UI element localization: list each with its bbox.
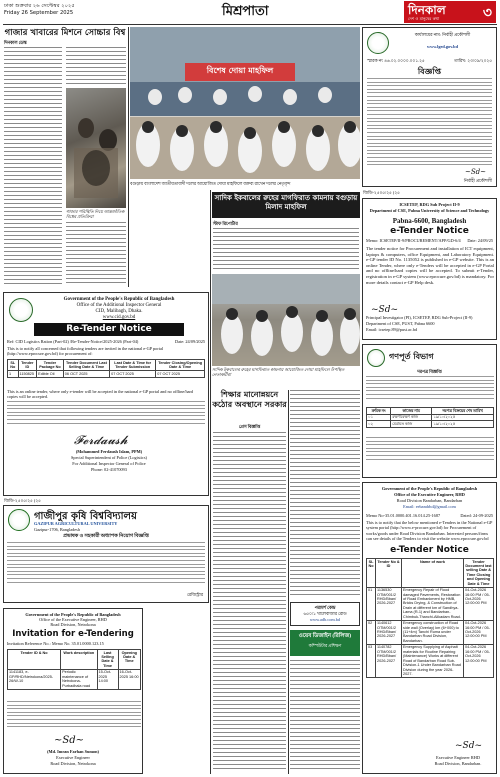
cell: 03 (367, 644, 376, 677)
cid-phone: Phone: 02-41070093 (91, 467, 127, 472)
cell: 1150825 (18, 371, 37, 378)
govt-seal-icon (367, 32, 389, 54)
header-divider (3, 24, 497, 25)
bb-date: Dated: 24-09-2025 (460, 513, 493, 518)
cell: 16-Oct-2025 16:00 (118, 669, 140, 689)
col-work: Work description (61, 650, 97, 670)
story1-headline: গাজার খাবারের মিশনে সোচ্চার বিশ্ব (4, 28, 126, 38)
table-row (367, 414, 494, 421)
bb-gov: Government of the People's Republic of Bangladesh (381, 486, 478, 491)
cell: 01 (367, 587, 376, 620)
rhd-addr: Road Division, Netrokona (50, 622, 96, 627)
cid-extra-text (7, 401, 205, 431)
story1-body-right (66, 47, 126, 87)
bb-table (366, 558, 494, 678)
cid-sign-title: Special Superintendent of Police (Logistics) (71, 455, 147, 460)
section-title: মিশ্রপাতা (222, 4, 269, 19)
table-header-row (367, 559, 494, 588)
gazipur-notice (3, 505, 209, 603)
rhd-table (7, 649, 141, 690)
col-open: Opening Date & Time (118, 650, 140, 670)
rhd-sign-office: Road Division, Netrokona (50, 761, 96, 766)
cell: 15-Oct-2025 14:00 (97, 669, 118, 689)
story-edu-headline: শিক্ষার মানোন্নয়নে কঠোর অবস্থানে সরকার (212, 390, 287, 409)
rhd-title: Invitation for e-Tendering (12, 629, 134, 639)
gazipur-name-bn: গাজীপুর কৃষি বিশ্ববিদ্যালয় (34, 511, 137, 522)
col-sl: ক্রমিক নং (367, 408, 391, 415)
icsetep-body: The tender notice for Procurement and installation of ICT equipment, laptops & computers, office Equipment, and Laboratory Equipment. e-GP tender ID No. 1135052 is published in e-GP website. This is an online Tender, where only e-Tenders will be accepted in e-GP Portal and no offline/hard copies will be accepted. To submit e-Tender, registration in e-GP system (www.eprocure.gov.bd) is mandatory. For more details contact e-GP Help desk. (366, 246, 494, 285)
cid-gd-ref: জিডি-২৫০৫/২৫ (২৫ (4, 498, 41, 503)
pubdept-title: গণপূর্ত বিভাগ (389, 352, 434, 361)
col-opening: Tender Closing/Opening Date & Time (156, 360, 205, 371)
cell: Emergency construction of Road side wall (Overlay) km (6+000) to (11+4m) Tanchi Ruma under Bandarban Road Division, Bandarban. (402, 620, 464, 644)
bb-memo: Memo No-35.01.0000.401.16.014.25-1687 (366, 513, 441, 518)
cid-date: Date: 24/09/2025 (175, 339, 205, 344)
masthead (404, 1, 496, 23)
col-sell: Last Selling Date & Time (97, 650, 118, 670)
notice-sign-title: নির্বাহী প্রকৌশলী (463, 178, 492, 183)
cid-gov: Government of the People's Republic of Bangladesh (63, 297, 175, 302)
cell: ০১ (367, 414, 391, 421)
rhd-sign-title: Executive Engineer (56, 755, 90, 760)
photo-caption: বগুড়ায় বাংলাদেশ জাতীয়তাবাদী দলের আয়োজিত দোয়া মাহফিলে বক্তব্য রাখেন দলের নেতৃবৃন্দ (130, 181, 291, 186)
rhd-gov: Government of the People's Republic of Bangladesh (25, 612, 121, 617)
pubdept-table (366, 407, 494, 428)
ad-green-title: ওয়েব ডিজাইন (রিলিজ) (298, 633, 352, 639)
icsetep-dept: Department of CSE, Pabna University of Science and Technology (369, 208, 490, 213)
story1-body-left (4, 47, 62, 290)
cid-notice (3, 292, 209, 496)
cid-title: Re-Tender Notice (34, 323, 184, 336)
icsetep-sign-dept: Department of CSE, PUST, Pabna 6600 (366, 321, 435, 326)
rhd-bandarban-notice (362, 482, 497, 774)
cid-office: Office of the Additional Inspector General (76, 303, 162, 308)
cell: ০২ (367, 421, 391, 428)
notice-signature: ~Sd~ (464, 168, 486, 176)
icsetep-sign-title: Principal Investigator (PI), ICSETEP, RDG Sub-Project (II-9) (366, 315, 473, 320)
col-package: Tender Package No (37, 360, 64, 371)
pubdept-seal-icon (367, 349, 385, 367)
cid-tender-table (7, 359, 205, 378)
date-bangla: ঢাকা শুক্রবার ২৬ সেপ্টেম্বর ২০২৫ (4, 3, 75, 9)
cell: ১৯/১০/২০২৫ (432, 414, 494, 421)
header-date (4, 3, 75, 16)
story1-photo (66, 88, 126, 208)
page-number: ৩ (482, 5, 492, 21)
cell: Emergency Supplying of Asphalt materials for Routine Repairing (Maintenance) Works at different Road of Bandarban Road Sub-Division-1 Under Bandarban Road Division during the year 2026-2027. (402, 644, 464, 677)
rhd-body (7, 701, 141, 731)
bb-addr: Road Division Bandarban, Bandarban (396, 498, 463, 503)
story1-caption: গাজার পরিস্থিতি নিয়ে আন্তর্জাতিক বিশ্বের প্রতিক্রিয়া (66, 209, 125, 220)
column-divider (288, 390, 289, 774)
icsetep-notice (362, 198, 497, 340)
rhd-netrokona-notice (3, 608, 143, 774)
column-divider (210, 190, 211, 774)
story-mid-byline: স্টাফ রিপোর্টার (213, 221, 238, 226)
bb-signature: ~Sd~ (454, 741, 482, 751)
col-tender-id: Tender ID (18, 360, 37, 371)
notice-body (367, 78, 492, 168)
cell: 04-Oct-2026 16:00 PM / 05-Oct-2026 12:00:00 PM (464, 587, 494, 620)
pubdept-intro (366, 376, 494, 406)
pubdept-notice (362, 344, 497, 478)
ad-small (290, 602, 360, 626)
table-row (367, 421, 494, 428)
cid-ref: Ref: CID Logistics Ration (Part-02) /Re-Tender-Notice/2025-2026 (Part-04) (7, 339, 139, 344)
cell: 1140612 OTM/001/2 RHD/Bban/ 2026-2027 (376, 620, 402, 644)
cell: মেরামত কাজ (391, 421, 432, 428)
event-photo (130, 27, 360, 179)
cid-intro: This is to notify all concerned that following tenders are invited in the national e-GP portal (http://www.eprocure.gov.bd) for procurement of: (7, 346, 164, 357)
cell: 1 (8, 371, 19, 378)
cell: 1136530 OTM/001/2 RHD/Bban/ 2026-2027 (376, 587, 402, 620)
ad-green (290, 630, 360, 656)
cid-signature: 𝓕𝓮𝓻𝓭𝓪𝓾𝓼𝓱 (74, 433, 128, 447)
university-logo-icon (8, 509, 30, 531)
cell: 1141183, e-GP/RHD/Netrokona/2025-26/W-10 (8, 669, 61, 689)
table-header-row (8, 650, 141, 670)
cell: 06 OCT 2025 (63, 371, 109, 378)
cid-sign-name: (Mohammed Ferdaush Islam, PPM) (75, 449, 143, 454)
notice-ref: স্মারক নং ৪৬.০২.০০০০.০০১.২৫ (367, 58, 425, 63)
col-submission: Last Date & Time for Tender Submission (110, 360, 156, 371)
table-row (367, 644, 494, 677)
col-date: দরপত্র বিক্রয়ের শেষ তারিখ (432, 408, 494, 415)
gazipur-address: Gazipur-1706, Bangladesh (34, 527, 80, 532)
story-mid-photo (212, 274, 360, 366)
col-id: Tender ID & No (8, 650, 61, 670)
table-header-row (8, 360, 205, 371)
masthead-name: দিনকাল (408, 3, 446, 17)
icsetep-email: Email: icsetep.89@pust.ac.bd (366, 327, 418, 332)
notice-top (362, 27, 497, 187)
story1-byline: দিনকাল ডেস্ক (4, 40, 27, 45)
cid-footer-text: This is an online tender, where only e-tender will be accepted in the national e-GP portal and no offline/hard copies will be accepted. (7, 389, 194, 400)
cell: 1140782 OTM/001/2 RHD/Bban/ 2026-2027 (376, 644, 402, 677)
cid-dept: CID, Malibagh, Dhaka. (95, 309, 143, 314)
story-edu-byline: প্রেস বিজ্ঞপ্তি (238, 424, 261, 429)
date-english: Friday 26 September 2025 (4, 9, 74, 16)
rhd-sign-name: (Md. Imran Farhan Sumon) (47, 749, 99, 754)
ad-small-title: পরামর্শ কেন্দ্র (314, 605, 336, 610)
col-dates: Tender Document last selling Date & Time Closing and Opening Date & Time (465, 559, 492, 586)
cid-sign-office: For Additional Inspector General of Police (72, 461, 146, 466)
bb-sign-office: Road Division, Bandarban. (434, 761, 482, 766)
gazipur-title: প্রভাষক ও সহকারী অধ্যাপক নিয়োগ বিজ্ঞপ্তি (63, 534, 149, 539)
col-work: কাজের নাম (391, 408, 432, 415)
bb-email: Email: eebandrhd@gmail.com (403, 504, 456, 509)
notice-website: www.lged.gov.bd (427, 44, 458, 49)
cell: Emergency Repair of Flood damaged Pavements, Restoration of Road Embankment by HMB, Bricks Drying, & Construction of Drain at different km of Sandhya-Lama (R-1) and Bandarban-Chimbuk-Thanchi-Alikadam Road. (402, 587, 464, 620)
pubdept-subtitle: দরপত্র বিজ্ঞপ্তি (417, 369, 442, 374)
notice-date: তারিখ: ২৩/০৯/২০২৫ (454, 58, 492, 63)
icsetep-title: e-Tender Notice (390, 226, 469, 236)
ad-small-web[interactable]: www.adb.com.bd (309, 617, 341, 622)
pubdept-footer (366, 437, 494, 467)
icsetep-header: ICSETEP, RDG Sub Project II-9 (399, 202, 460, 207)
rhd-office: Office of the Executive Engineer, RHD (39, 617, 107, 622)
rhd-signature: ~Sd~ (54, 735, 85, 746)
story-mid-body (213, 228, 359, 272)
cell: রক্ষণাবেক্ষণ কাজ (391, 414, 432, 421)
story-mid-headline: সাদিক ইকবালের রুহের মাগফিরাত কামনায় বগুড়ায় মিলাদ মাহফিল (212, 192, 360, 218)
masthead-tagline: দেশ ও মানুষের কথা (408, 16, 440, 21)
cell: 07 OCT 2025 (110, 371, 156, 378)
icsetep-signature: ~Sd~ (371, 305, 399, 315)
notice-office: কার্যালয়ের নাম: নির্বাহী প্রকৌশলী (414, 32, 471, 37)
bb-office: Office of the Executive Engineer, RHD (394, 492, 465, 497)
cid-website-link[interactable]: www.cid.gov.bd (102, 315, 136, 320)
table-header-row (367, 408, 494, 415)
bb-title: e-Tender Notice (390, 545, 469, 555)
bb-sign-title: Executive Engineer RHD (436, 755, 480, 760)
cell: 04-Oct-2026 16:00 PM / 05-Oct-2026 12:00:00 PM (464, 620, 494, 644)
crowd-photo (66, 88, 126, 208)
story-edu-body-1 (213, 432, 286, 772)
table-row (8, 371, 205, 378)
table-row (367, 587, 494, 620)
col-sl: SL No (367, 559, 376, 588)
column-divider (128, 27, 129, 287)
table-row (8, 669, 141, 689)
cell: 02 (367, 620, 376, 644)
gazipur-name-en: GAZIPUR AGRICULTURAL UNIVERSITY (34, 521, 118, 526)
icsetep-gd-ref: জিডি-২৫০৫/২৫ (২৫ (363, 190, 400, 195)
story-edu-body-3 (290, 660, 360, 772)
ad-small-body: ৬৫০/১ খালেবাজার রোড (303, 611, 347, 616)
notice-title: বিজ্ঞপ্তি (417, 67, 442, 76)
col-id: Tender No & ID (376, 559, 402, 588)
gazipur-sign: রেজিস্ট্রার (186, 592, 203, 597)
cell: 07 OCT 2025 (156, 371, 205, 378)
cell: 04-Oct-2026 16:00 PM / 05-Oct-2026 12:00:00 PM (464, 644, 494, 677)
story-mid-caption: সাদিক ইকবালের রুহের মাগফিরাত কামনায় আয়োজিত দোয়া মাহফিলে উপস্থিত নেতাকর্মীরা (212, 367, 345, 378)
gathering-photo (212, 274, 360, 366)
story-edu-body-2 (290, 390, 360, 600)
icsetep-date: Date: 24/09/25 (467, 238, 493, 243)
cell: ১৯/১০/২০২৫ (432, 421, 494, 428)
cell: Periodic maintenance of Netrokona-Purbadhala road (61, 669, 97, 689)
ad-green-subtitle: কম্পিউটার প্রশিক্ষণ (308, 643, 342, 648)
rhd-ref: Invitation Reference No.: Memo No. 35.01.0000.123.15 (7, 641, 104, 646)
icsetep-city: Pabna-6600, Bangladesh (392, 217, 467, 225)
gazipur-body (7, 542, 205, 588)
bb-intro: This is to notify that the below mentioned e-Tenders in the National e-GP system portal (http://www.e-procure.gov.bd) for Procurement of works/goods under Road Division Bandarban. Interested persons/firms can see details of the Tenders to visit the website www.eprocure.gov.bd (366, 520, 493, 541)
col-selling: Tender Document Last Selling Date & Time (63, 360, 109, 371)
icsetep-memo: Memo: ICSETEP/II-9/PROCUREMENT/APP/GD-6/4 (366, 238, 461, 243)
col-sl: SL No (8, 360, 19, 371)
story1-body-right-2 (66, 222, 126, 288)
banner-text: বিশেষ দোয়া মাহফিল (206, 66, 274, 75)
col-work: Name of work (402, 559, 464, 588)
event-photo-scene (130, 27, 360, 179)
cid-seal-icon (9, 298, 33, 322)
cell: Edible Oil (37, 371, 64, 378)
table-row (367, 620, 494, 644)
